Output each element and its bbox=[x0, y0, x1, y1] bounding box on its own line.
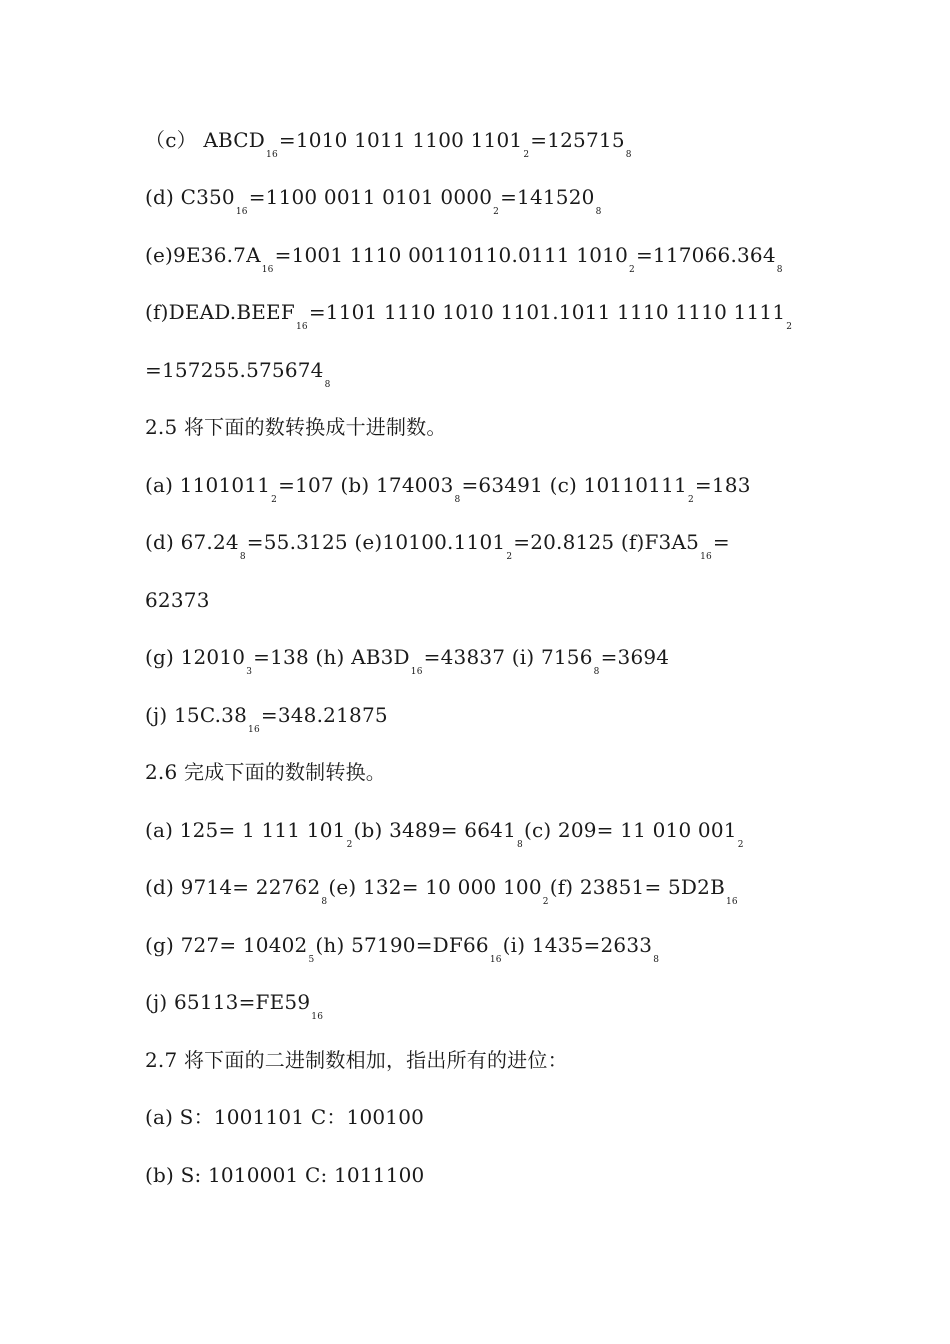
text-run: =141520 bbox=[500, 185, 595, 209]
base-subscript: 2 bbox=[493, 207, 500, 217]
line-binary-add-b bbox=[145, 1163, 424, 1187]
line-to-decimal-g-i bbox=[145, 645, 670, 677]
line-base-conversion-g-i bbox=[145, 933, 660, 965]
line-to-decimal-a-c bbox=[145, 473, 751, 505]
line-hex-to-binary-octal-f-continued bbox=[145, 358, 332, 390]
text-run: = bbox=[712, 530, 730, 554]
text-run: 62373 bbox=[145, 588, 210, 612]
line-hex-to-binary-octal-c bbox=[145, 128, 633, 160]
text-run: =138 (h) AB3D bbox=[253, 645, 410, 669]
base-subscript: 8 bbox=[653, 955, 660, 965]
text-run: =63491 (c) 10110111 bbox=[461, 473, 687, 497]
base-subscript: 16 bbox=[410, 667, 423, 677]
section-heading-2-7 bbox=[145, 1048, 568, 1072]
text-run: (h) 57190=DF66 bbox=[315, 933, 489, 957]
line-to-decimal-f-continued bbox=[145, 588, 210, 612]
base-subscript: 16 bbox=[311, 1012, 324, 1022]
line-binary-add-a bbox=[145, 1105, 424, 1129]
base-subscript: 8 bbox=[454, 495, 461, 505]
text-run: 2.6 完成下面的数制转换。 bbox=[145, 760, 386, 784]
text-run: (j) 65113=FE59 bbox=[145, 990, 311, 1014]
text-run: (f) 23851= 5D2B bbox=[549, 875, 725, 899]
base-subscript: 8 bbox=[239, 552, 246, 562]
text-run: =43837 (i) 7156 bbox=[423, 645, 593, 669]
base-subscript: 16 bbox=[700, 552, 712, 562]
base-subscript: 8 bbox=[321, 897, 328, 907]
base-subscript: 2 bbox=[346, 840, 353, 850]
line-hex-to-binary-octal-e bbox=[145, 243, 784, 275]
text-run: (e) 132= 10 000 100 bbox=[328, 875, 542, 899]
line-hex-to-binary-octal-f bbox=[145, 300, 793, 332]
base-subscript: 2 bbox=[786, 322, 793, 332]
line-to-decimal-j bbox=[145, 703, 388, 735]
text-run: (f)DEAD.BEEF bbox=[145, 300, 295, 324]
line-base-conversion-d-f bbox=[145, 875, 739, 907]
text-run: (d) C350 bbox=[145, 185, 235, 209]
base-subscript: 2 bbox=[629, 265, 635, 275]
text-run: (a) 1101011 bbox=[145, 473, 271, 497]
text-run: =125715 bbox=[530, 128, 625, 152]
text-run: (g) 12010 bbox=[145, 645, 246, 669]
text-run: =1100 0011 0101 0000 bbox=[248, 185, 493, 209]
base-subscript: 8 bbox=[517, 840, 523, 850]
text-run: (b) S: 1010001 C: 1011100 bbox=[145, 1163, 425, 1187]
base-subscript: 16 bbox=[235, 207, 248, 217]
text-run: （c） ABCD bbox=[145, 128, 266, 152]
base-subscript: 16 bbox=[261, 265, 274, 275]
text-run: =3694 bbox=[600, 645, 670, 669]
text-run: (a) 125= 1 111 101 bbox=[145, 818, 346, 842]
text-run: =117066.364 bbox=[635, 243, 776, 267]
base-subscript: 2 bbox=[271, 495, 278, 505]
text-run: 2.7 将下面的二进制数相加，指出所有的进位： bbox=[145, 1048, 568, 1072]
base-subscript: 8 bbox=[625, 150, 632, 160]
text-run: =20.8125 (f)F3A5 bbox=[513, 530, 700, 554]
text-run: (e)9E36.7A bbox=[145, 243, 261, 267]
text-run: =107 (b) 174003 bbox=[278, 473, 454, 497]
base-subscript: 2 bbox=[523, 150, 530, 160]
line-to-decimal-d-f bbox=[145, 530, 730, 562]
base-subscript: 8 bbox=[324, 380, 331, 390]
line-base-conversion-a-c bbox=[145, 818, 745, 850]
base-subscript: 2 bbox=[737, 840, 744, 850]
base-subscript: 3 bbox=[246, 667, 253, 677]
text-run: =1001 1110 00110110.0111 1010 bbox=[274, 243, 628, 267]
base-subscript: 5 bbox=[308, 955, 315, 965]
text-run: (d) 9714= 22762 bbox=[145, 875, 321, 899]
base-subscript: 2 bbox=[687, 495, 694, 505]
base-subscript: 16 bbox=[266, 150, 278, 160]
text-run: (c) 209= 11 010 001 bbox=[523, 818, 737, 842]
base-subscript: 16 bbox=[725, 897, 738, 907]
line-hex-to-binary-octal-d bbox=[145, 185, 603, 217]
text-run: (g) 727= 10402 bbox=[145, 933, 308, 957]
text-run: =1010 1011 1100 1101 bbox=[278, 128, 523, 152]
text-run: (a) S：1001101 C：100100 bbox=[145, 1105, 425, 1129]
text-run: (i) 1435=2633 bbox=[502, 933, 653, 957]
text-run: (b) 3489= 6641 bbox=[353, 818, 516, 842]
section-heading-2-5 bbox=[145, 415, 447, 439]
text-run: (d) 67.24 bbox=[145, 530, 239, 554]
base-subscript: 8 bbox=[776, 265, 783, 275]
text-run: =157255.575674 bbox=[145, 358, 324, 382]
base-subscript: 2 bbox=[542, 897, 549, 907]
base-subscript: 16 bbox=[248, 725, 260, 735]
text-run: =348.21875 bbox=[260, 703, 388, 727]
base-subscript: 16 bbox=[295, 322, 308, 332]
base-subscript: 8 bbox=[595, 207, 602, 217]
text-run: =1101 1110 1010 1101.1011 1110 1110 1111 bbox=[308, 300, 786, 324]
text-run: =183 bbox=[694, 473, 751, 497]
base-subscript: 16 bbox=[489, 955, 502, 965]
base-subscript: 2 bbox=[506, 552, 513, 562]
base-subscript: 8 bbox=[593, 667, 600, 677]
text-run: =55.3125 (e)10100.1101 bbox=[246, 530, 506, 554]
line-base-conversion-j bbox=[145, 990, 324, 1022]
section-heading-2-6 bbox=[145, 760, 386, 784]
text-run: 2.5 将下面的数转换成十进制数。 bbox=[145, 415, 447, 439]
text-run: (j) 15C.38 bbox=[145, 703, 248, 727]
